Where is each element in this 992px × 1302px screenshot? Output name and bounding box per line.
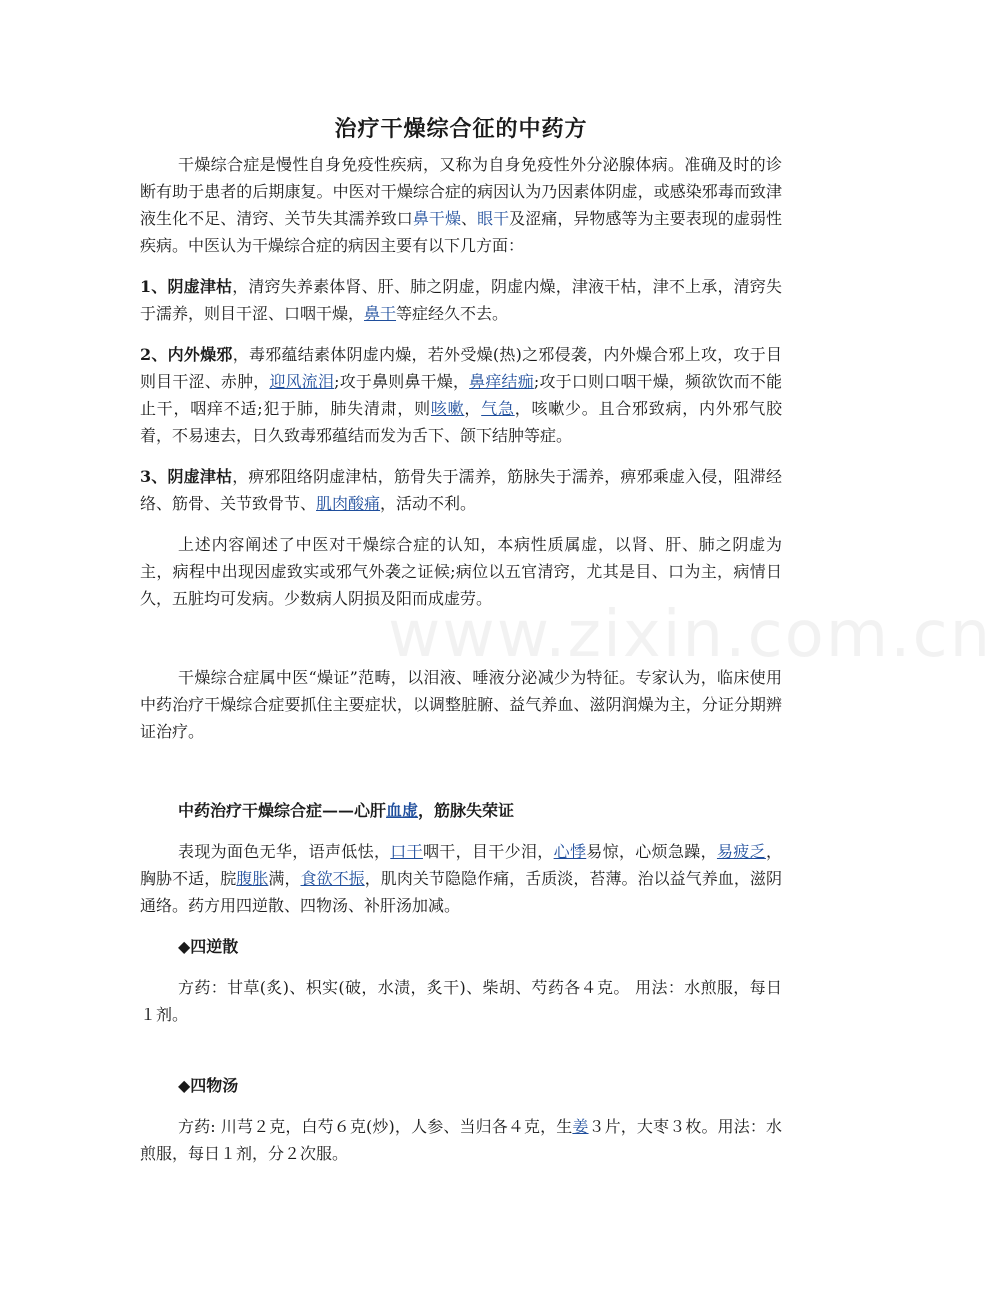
link-nose-itch-crust[interactable]: 鼻痒结痂 — [469, 372, 534, 391]
link-dry-eye[interactable]: 眼干 — [477, 209, 510, 228]
link-cough[interactable]: 咳嗽 — [430, 399, 465, 418]
link-palpitations[interactable]: 心悸 — [553, 842, 587, 861]
cause-item-2: 2、内外燥邪，毒邪蕴结素体阴虚内燥，若外受燥(热)之邪侵袭，内外燥合邪上攻，攻于目则目干涩、赤肿，迎风流泪;攻于鼻则鼻干燥，鼻痒结痂;攻于口则口咽干燥，频欲饮而不能止干，咽痒不适;犯于肺，肺失清肃，则咳嗽，气急，咳嗽少。且合邪致病，内外邪气胶着，不易速去，日久致毒邪蕴结而发为舌下、颌下结肿等症。 — [140, 345, 782, 445]
symptoms-paragraph: 表现为面色无华，语声低怯，口干咽干，目干少泪，心悸易惊，心烦急躁，易疲乏，胸胁不适，脘腹胀满，食欲不振，肌肉关节隐隐作痛，舌质淡，苔薄。治以益气养血，滋阴通络。药方用四逆散、四物汤、补肝汤加减。 — [140, 842, 782, 915]
treatment-overview-paragraph: 干燥综合症属中医“燥证”范畴，以泪液、唾液分泌减少为特征。专家认为，临床使用中药治疗干燥综合症要抓住主要症状，以调整脏腑、益气养血、滋阴润燥为主，分证分期辨证治疗。 — [140, 668, 782, 741]
cause-heading-3: 3、阴虚津枯 — [140, 467, 233, 486]
link-shortness-of-breath[interactable]: 气急 — [481, 399, 515, 418]
link-nose-dryness[interactable]: 鼻干燥 — [412, 209, 461, 228]
formula-sini-san: 方药：甘草(炙)、枳实(破，水渍，炙干)、柴胡、芍药各４克。 用法：水煎服，每日１剂。 — [140, 978, 782, 1024]
formula-heading-siwu-tang: ◆四物汤 — [178, 1076, 239, 1095]
cause-heading-1: 1、阴虚津枯 — [140, 277, 233, 296]
link-bloating[interactable]: 腹胀 — [236, 869, 269, 888]
link-poor-appetite[interactable]: 食欲不振 — [300, 869, 365, 888]
section-heading: 中药治疗干燥综合症——心肝血虚，筋脉失荣证 — [178, 801, 515, 820]
cause-item-1: 1、阴虚津枯，清窍失养素体肾、肝、肺之阴虚，阴虚内燥，津液干枯，津不上承，清窍失于濡养，则目干涩、口咽干燥，鼻干等症经久不去。 — [140, 277, 782, 323]
formula-heading-sini-san: ◆四逆散 — [178, 937, 239, 956]
summary-paragraph: 上述内容阐述了中医对干燥综合症的认知，本病性质属虚，以肾、肝、肺之阴虚为主，病程中出现因虚致实或邪气外袭之证候;病位以五官清窍，尤其是目、口为主，病情日久，五脏均可发病。少数病人阴损及阳而成虚劳。 — [140, 535, 782, 608]
document-page — [140, 112, 782, 1167]
link-tearing-in-wind[interactable]: 迎风流泪 — [269, 372, 335, 391]
link-dry-mouth[interactable]: 口干 — [390, 842, 423, 861]
link-blood-deficiency[interactable]: 血虚 — [386, 801, 419, 820]
page-title: 治疗干燥综合征的中药方 — [334, 117, 588, 142]
link-ginger[interactable]: 姜 — [572, 1117, 589, 1136]
link-muscle-ache[interactable]: 肌肉酸痛 — [316, 494, 381, 513]
intro-paragraph: 干燥综合症是慢性自身免疫性疾病，又称为自身免疫性外分泌腺体病。准确及时的诊断有助于患者的后期康复。中医对干燥综合症的病因认为乃因素体阴虚，或感染邪毒而致津液生化不足、清窍、关节失其濡养致口鼻干燥、眼干及涩痛，异物感等为主要表现的虚弱性疾病。中医认为干燥综合症的病因主要有以下几方面： — [140, 155, 782, 255]
watermark: www.zixin.com.cn — [388, 598, 992, 672]
cause-heading-2: 2、内外燥邪 — [140, 345, 233, 364]
formula-siwu-tang: 方药: 川芎２克，白芍６克(炒)，人参、当归各４克，生姜３片，大枣３枚。用法：水煎服，每日１剂，分２次服。 — [140, 1117, 782, 1163]
cause-item-3: 3、阴虚津枯，痹邪阻络阴虚津枯，筋骨失于濡养，筋脉失于濡养，痹邪乘虚入侵，阻滞经络、筋骨、关节致骨节、肌肉酸痛，活动不利。 — [140, 467, 782, 513]
link-dry-nose[interactable]: 鼻干 — [364, 304, 397, 323]
link-fatigue[interactable]: 易疲乏 — [716, 842, 766, 861]
